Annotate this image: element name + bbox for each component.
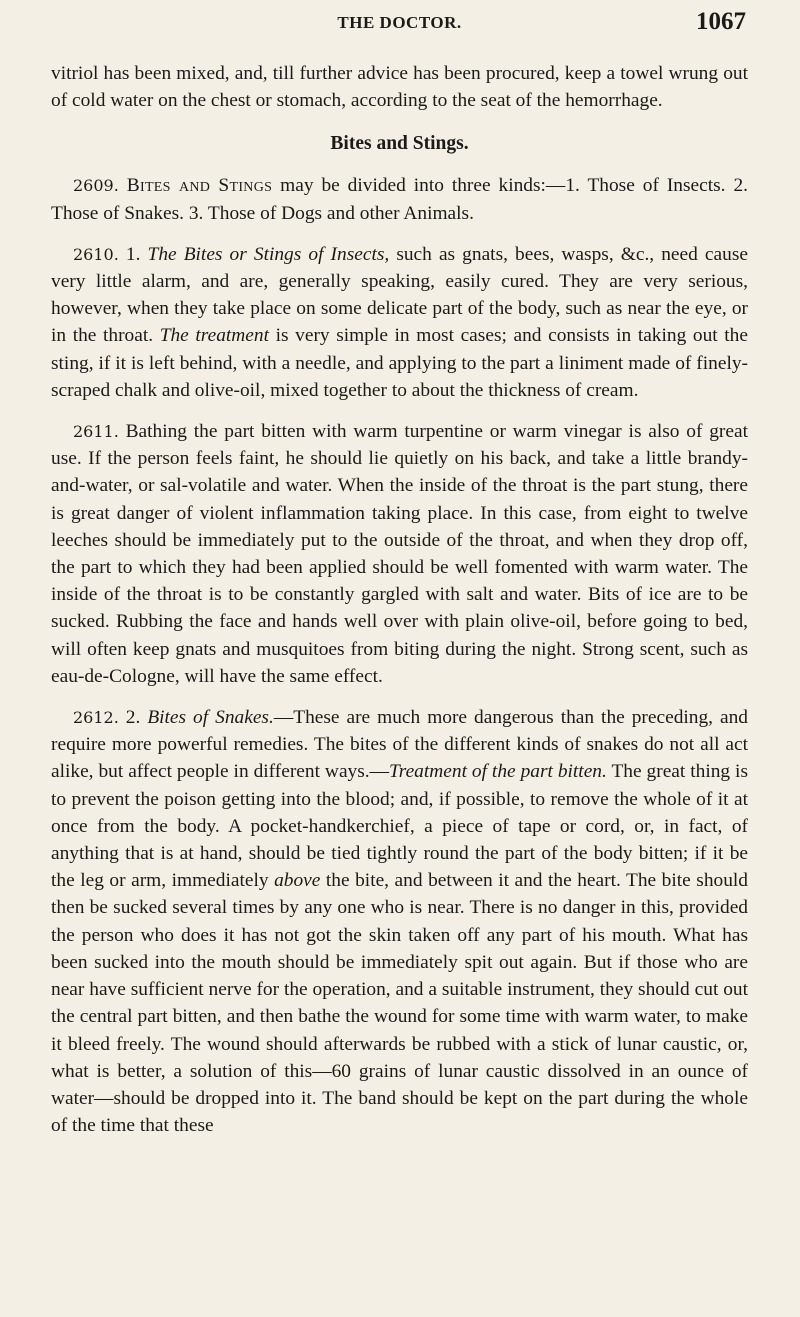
subsection-number: 1. (118, 243, 148, 265)
continuation-paragraph: vitriol has been mixed, and, till further advice has been procured, keep a towel wrung out of cold water on the chest or stomach, according to the seat of the hemorrhage. (51, 63, 748, 112)
subsection-title: Bites of Snakes. (147, 707, 274, 729)
paragraph-number: 2610. (73, 244, 119, 264)
page-number: 1067 (696, 8, 746, 35)
emphasis-above: above (274, 870, 321, 892)
paragraph-text: is very simple in most cases; and consists in taking out the sting, if it is left behind, with a needle, and applying to the part a liniment made of finely-scraped chalk and olive-oil, mixed together to about the thickness of cream. (51, 325, 748, 401)
paragraph-2610 (51, 241, 748, 404)
paragraph-2611 (51, 418, 748, 690)
paragraph-number: 2611. (73, 422, 119, 442)
subsection-title: The Bites or Stings of Insects, (147, 243, 390, 265)
running-title: THE DOCTOR. (337, 13, 462, 32)
paragraph-number: 2612. (73, 708, 119, 728)
paragraph-2612 (51, 704, 748, 1139)
paragraph-text: —These are much more dangerous than the preceding, and require more powerful remedies. The bites of the different kinds of snakes do not all act alike, but affect people in different ways.— (51, 707, 748, 783)
paragraph-text: Bathing the part bitten with warm turpentine or warm vinegar is also of great use. If the person feels faint, he should lie quietly on his back, and take a little brandy-and-water, or sal-volatile and water. When the inside of the throat is the part stung, there is great danger of violent inflammation taking place. In this case, from eight to twelve leeches should be immediately put to the outside of the throat, and when they drop off, the part to which they had been applied should be well fomented with warm water. The inside of the throat is to be constantly gargled with salt and water. Bits of ice are to be sucked. Rubbing the face and hands well over with plain olive-oil, before going to bed, will often keep gnats and musquitoes from biting during the night. Strong scent, such as eau-de-Cologne, will have the same effect. (51, 421, 748, 687)
section-heading: Bites and Stings. (330, 133, 469, 155)
paragraph-text: such as gnats, bees, wasps, &c., need cause very little alarm, and are, generally speaking, easily cured. They are very serious, however, when they take place on some delicate part of the body, such as near the eye, or in the throat. (51, 243, 748, 347)
treatment-label: The treatment (159, 325, 269, 347)
subsection-number: 2. (118, 707, 148, 729)
paragraph-number: 2609. (73, 176, 119, 196)
paragraph-lead: Bites and Stings (126, 175, 273, 197)
treatment-label: Treatment of the part bitten. (389, 761, 607, 783)
paragraph-text: may be divided into three kinds:—1. Those of Insects. 2. Those of Snakes. 3. Those of Dogs and other Animals. (51, 175, 748, 224)
paragraph-text: The great thing is to prevent the poison getting into the blood; and, if possible, to remove the whole of it at once from the body. A pocket-handkerchief, a piece of tape or cord, or, in fact, of anything that is at hand, should be tied tightly round the part of the body bitten; if it be the leg or arm, immediately (51, 761, 748, 892)
paragraph-2609 (51, 172, 748, 226)
running-head (51, 0, 748, 60)
paragraph-text: the bite, and between it and the heart. The bite should then be sucked several times by any one who is near. There is no danger in this, provided the person who does it has not got the skin taken off any part of his mouth. What has been sucked into the mouth should be immediately spit out again. But if those who are near have sufficient nerve for the operation, and a suitable instrument, they should cut out the central part bitten, and then bathe the wound for some time with warm water, to make it bleed freely. The wound should afterwards be rubbed with a stick of lunar caustic, or, what is better, a solution of this—60 grains of lunar caustic dissolved in an ounce of water—should be dropped into it. The band should be kept on the part during the whole of the time that these (51, 870, 748, 1137)
